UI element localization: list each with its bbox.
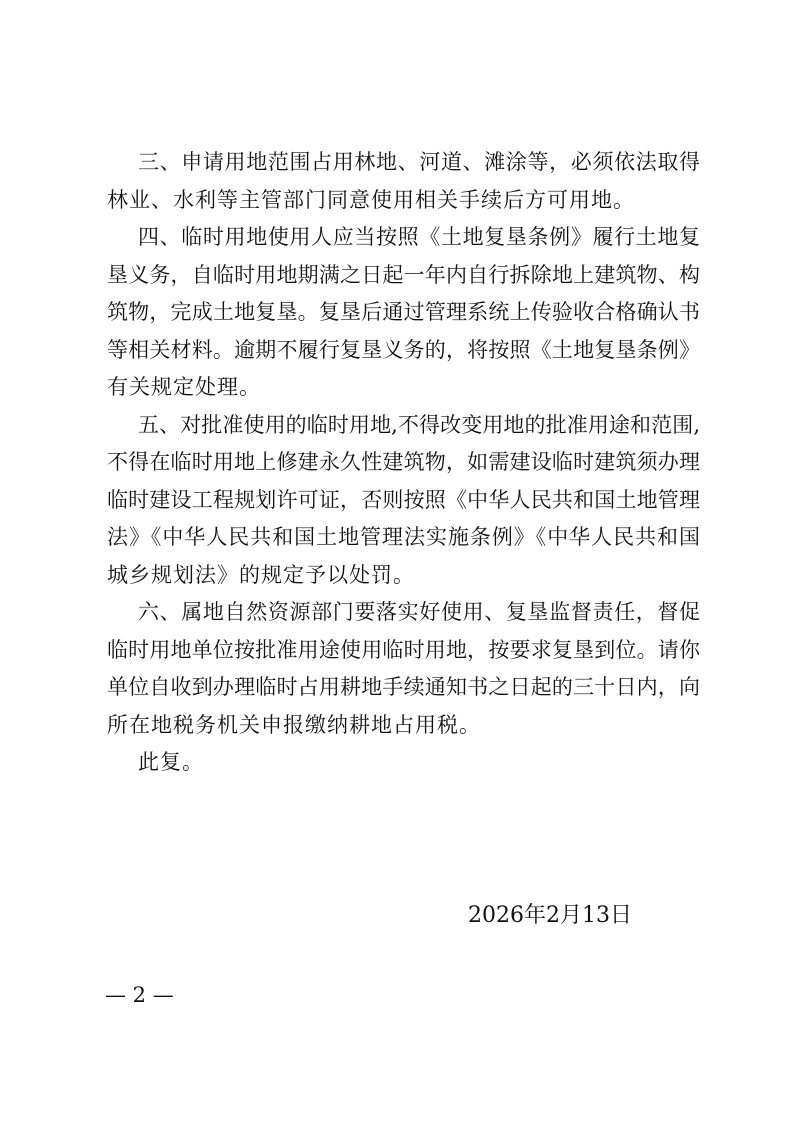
paragraph-line: 六、属地自然资源部门要落实好使用、复垦监督责任，督促 bbox=[138, 600, 700, 624]
paragraph-line: 临时用地单位按批准用途使用临时用地，按要求复垦到位。请你 bbox=[107, 637, 700, 662]
page-number: — 2 — bbox=[105, 983, 174, 1007]
paragraph-line: 四、临时用地使用人应当按照《土地复垦条例》履行土地复 bbox=[138, 225, 700, 249]
paragraph-line: 单位自收到办理临时占用耕地手续通知书之日起的三十日内，向 bbox=[107, 675, 700, 699]
paragraph-line: 五、对批准使用的临时用地,不得改变用地的批准用途和范围, bbox=[138, 412, 700, 437]
paragraph-line: 不得在临时用地上修建永久性建筑物，如需建设临时建筑须办理 bbox=[107, 450, 700, 474]
paragraph bbox=[107, 144, 700, 219]
paragraph bbox=[107, 744, 700, 782]
paragraph-line: 三、申请用地范围占用林地、河道、滩涂等，必须依法取得 bbox=[138, 150, 700, 174]
paragraph-line: 所在地税务机关申报缴纳耕地占用税。 bbox=[107, 712, 481, 737]
paragraph-line: 法》《中华人民共和国土地管理法实施条例》《中华人民共和国 bbox=[107, 525, 700, 549]
paragraph-line: 垦义务，自临时用地期满之日起一年内自行拆除地上建筑物、构 bbox=[107, 262, 700, 287]
paragraph bbox=[107, 219, 700, 407]
paragraph-line: 有关规定处理。 bbox=[107, 375, 261, 399]
paragraph-line: 临时建设工程规划许可证，否则按照《中华人民共和国土地管理 bbox=[107, 487, 700, 512]
paragraph bbox=[107, 594, 700, 744]
paragraph-line: 等相关材料。逾期不履行复垦义务的，将按照《土地复垦条例》 bbox=[107, 337, 700, 362]
paragraph-line: 筑物，完成土地复垦。复垦后通过管理系统上传验收合格确认书 bbox=[107, 300, 700, 324]
paragraph-line: 林业、水利等主管部门同意使用相关手续后方可用地。 bbox=[107, 187, 635, 212]
document-date: 2026年2月13日 bbox=[468, 903, 632, 928]
paragraph-line: 此复。 bbox=[138, 750, 204, 774]
paragraph-line: 城乡规划法》的规定予以处罚。 bbox=[107, 562, 415, 587]
document-body bbox=[107, 144, 700, 782]
paragraph bbox=[107, 407, 700, 595]
